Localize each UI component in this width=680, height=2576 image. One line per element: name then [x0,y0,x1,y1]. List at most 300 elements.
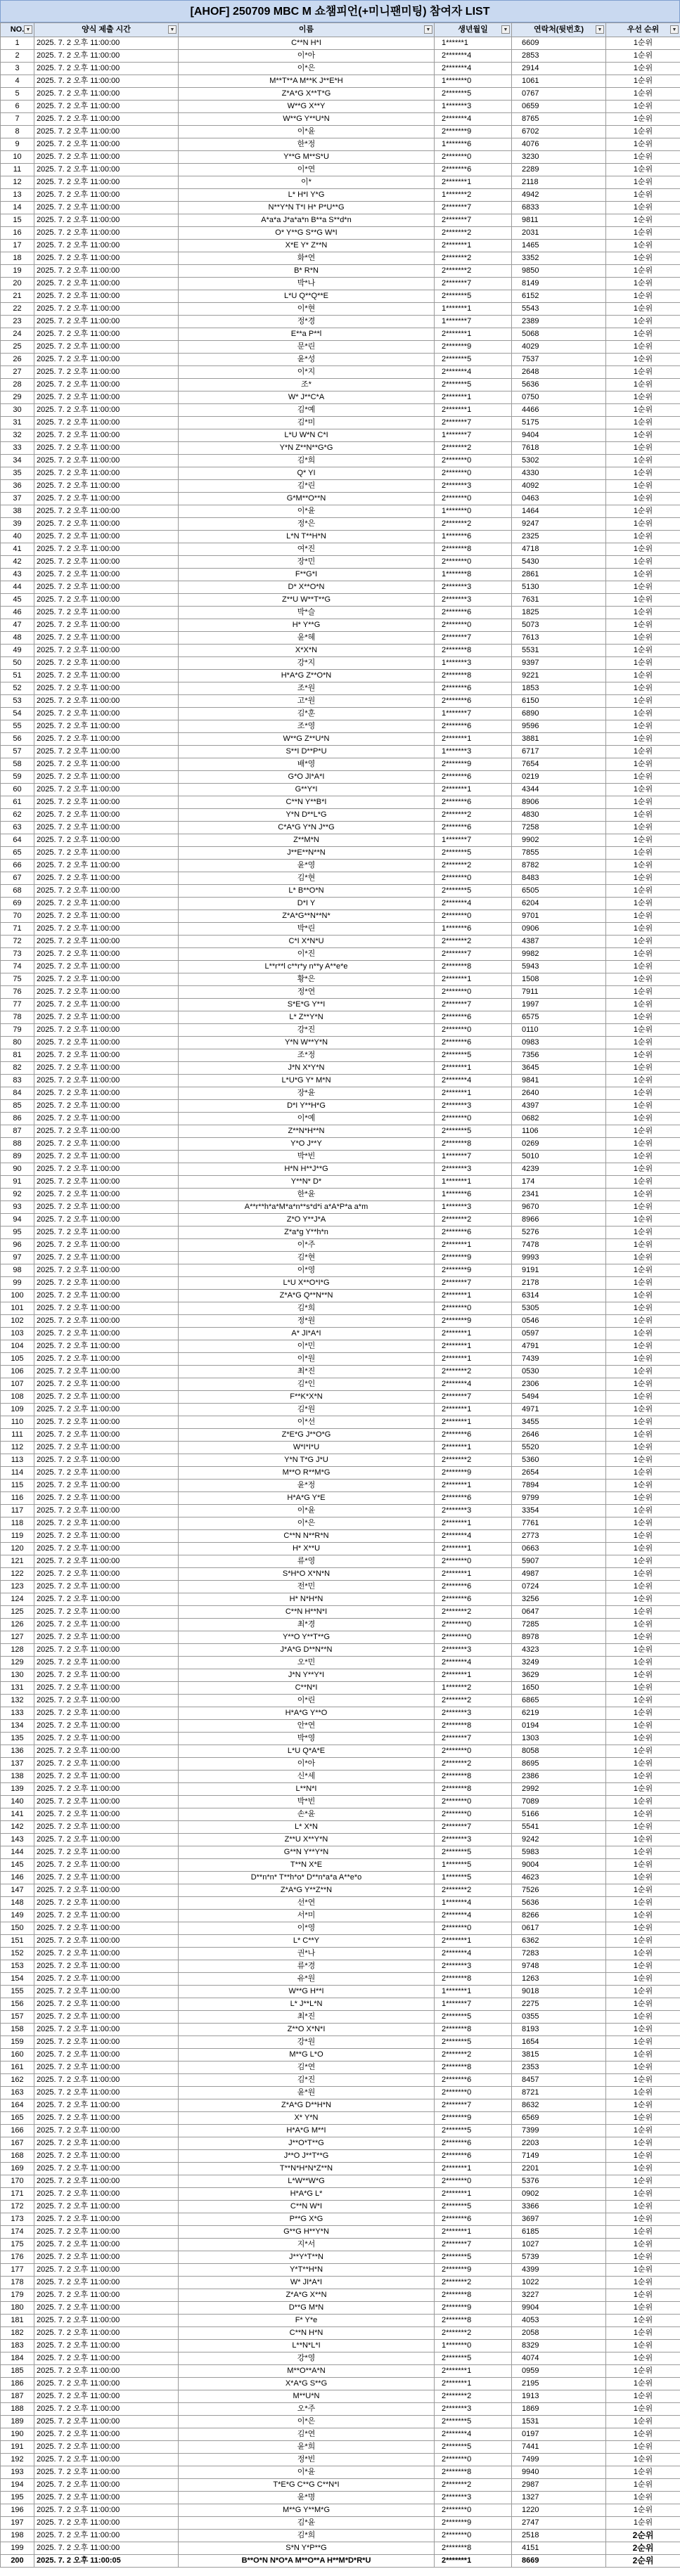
cell-rank[interactable]: 1순위 [606,37,680,50]
cell-phone[interactable]: 9748 [512,1960,606,1973]
cell-no[interactable]: 132 [1,1695,34,1707]
cell-birth[interactable]: 2*******8 [435,961,512,973]
cell-no[interactable]: 194 [1,2479,34,2492]
cell-phone[interactable]: 9799 [512,1492,606,1505]
cell-name[interactable]: H*A*G Z**O*N [179,670,435,682]
cell-name[interactable]: 오*민 [179,1657,435,1669]
cell-phone[interactable]: 8329 [512,2340,606,2352]
cell-time[interactable]: 2025. 7. 2 오후 11:00:00 [34,657,179,670]
cell-time[interactable]: 2025. 7. 2 오후 11:00:00 [34,885,179,898]
cell-time[interactable]: 2025. 7. 2 오후 11:00:00 [34,2378,179,2390]
cell-time[interactable]: 2025. 7. 2 오후 11:00:00 [34,164,179,176]
cell-birth[interactable]: 2*******8 [435,543,512,556]
cell-no[interactable]: 2 [1,50,34,63]
cell-time[interactable]: 2025. 7. 2 오후 11:00:00 [34,1986,179,1998]
cell-name[interactable]: 이*예 [179,1113,435,1125]
cell-rank[interactable]: 1순위 [606,1391,680,1404]
cell-time[interactable]: 2025. 7. 2 오후 11:00:00 [34,986,179,999]
cell-no[interactable]: 123 [1,1581,34,1593]
cell-phone[interactable]: 5073 [512,619,606,632]
cell-time[interactable]: 2025. 7. 2 오후 11:00:00 [34,404,179,417]
cell-time[interactable]: 2025. 7. 2 오후 11:00:00 [34,2517,179,2530]
cell-no[interactable]: 43 [1,569,34,581]
cell-name[interactable]: 박*린 [179,923,435,936]
cell-rank[interactable]: 1순위 [606,227,680,240]
cell-birth[interactable]: 1*******6 [435,923,512,936]
cell-birth[interactable]: 2*******5 [435,2036,512,2049]
cell-no[interactable]: 17 [1,240,34,252]
cell-phone[interactable]: 1654 [512,2036,606,2049]
cell-no[interactable]: 120 [1,1543,34,1555]
cell-no[interactable]: 193 [1,2466,34,2479]
cell-no[interactable]: 26 [1,354,34,366]
cell-no[interactable]: 128 [1,1644,34,1657]
cell-birth[interactable]: 2*******8 [435,1973,512,1986]
cell-phone[interactable]: 3815 [512,2049,606,2062]
cell-time[interactable]: 2025. 7. 2 오후 11:00:00 [34,1138,179,1151]
cell-phone[interactable]: 1650 [512,1682,606,1695]
cell-name[interactable]: 김*미 [179,417,435,429]
cell-rank[interactable]: 1순위 [606,50,680,63]
cell-no[interactable]: 86 [1,1113,34,1125]
cell-time[interactable]: 2025. 7. 2 오후 11:00:00 [34,682,179,695]
cell-birth[interactable]: 2*******6 [435,1011,512,1024]
cell-name[interactable]: 최*진 [179,2011,435,2024]
cell-time[interactable]: 2025. 7. 2 오후 11:00:00 [34,1290,179,1302]
cell-rank[interactable]: 1순위 [606,1416,680,1429]
cell-no[interactable]: 72 [1,936,34,948]
cell-no[interactable]: 79 [1,1024,34,1037]
cell-no[interactable]: 137 [1,1758,34,1771]
cell-rank[interactable]: 1순위 [606,2315,680,2327]
cell-name[interactable]: X* Y*N [179,2112,435,2125]
cell-rank[interactable]: 1순위 [606,720,680,733]
cell-phone[interactable]: 7894 [512,1480,606,1492]
cell-no[interactable]: 50 [1,657,34,670]
cell-no[interactable]: 170 [1,2175,34,2188]
cell-name[interactable]: L* B**O*N [179,885,435,898]
cell-time[interactable]: 2025. 7. 2 오후 11:00:00 [34,2163,179,2175]
cell-name[interactable]: 강*진 [179,1024,435,1037]
cell-no[interactable]: 134 [1,1720,34,1733]
cell-no[interactable]: 188 [1,2403,34,2416]
cell-time[interactable]: 2025. 7. 2 오후 11:00:00 [34,88,179,101]
cell-phone[interactable]: 9904 [512,2302,606,2315]
cell-birth[interactable]: 2*******7 [435,1277,512,1290]
cell-birth[interactable]: 1*******8 [435,569,512,581]
cell-phone[interactable]: 7089 [512,1796,606,1808]
cell-phone[interactable]: 4074 [512,2352,606,2365]
cell-phone[interactable]: 4623 [512,1872,606,1884]
cell-name[interactable]: J**Y*T**N [179,2251,435,2264]
cell-time[interactable]: 2025. 7. 2 오후 11:00:00 [34,1353,179,1366]
cell-birth[interactable]: 2*******1 [435,404,512,417]
cell-no[interactable]: 109 [1,1404,34,1416]
cell-no[interactable]: 64 [1,834,34,847]
cell-name[interactable]: H* Y**G [179,619,435,632]
cell-rank[interactable]: 1순위 [606,1062,680,1075]
cell-rank[interactable]: 1순위 [606,1543,680,1555]
cell-name[interactable]: 신*세 [179,1771,435,1783]
cell-rank[interactable]: 1순위 [606,2074,680,2087]
cell-time[interactable]: 2025. 7. 2 오후 11:00:00 [34,1783,179,1796]
cell-phone[interactable]: 0463 [512,493,606,505]
cell-time[interactable]: 2025. 7. 2 오후 11:00:00 [34,936,179,948]
cell-phone[interactable]: 2773 [512,1530,606,1543]
cell-phone[interactable]: 7618 [512,442,606,455]
filter-dropdown-icon[interactable]: ▼ [501,25,510,34]
cell-time[interactable]: 2025. 7. 2 오후 11:00:00 [34,455,179,467]
cell-no[interactable]: 100 [1,1290,34,1302]
cell-name[interactable]: F**K*X*N [179,1391,435,1404]
cell-no[interactable]: 106 [1,1366,34,1378]
cell-name[interactable]: Z*E*G J**O*G [179,1429,435,1442]
cell-rank[interactable]: 1순위 [606,252,680,265]
cell-phone[interactable]: 4466 [512,404,606,417]
cell-rank[interactable]: 1순위 [606,1151,680,1163]
cell-name[interactable]: S**I D**P*U [179,746,435,758]
cell-time[interactable]: 2025. 7. 2 오후 11:00:00 [34,1669,179,1682]
cell-birth[interactable]: 1*******7 [435,1151,512,1163]
cell-birth[interactable]: 2*******0 [435,151,512,164]
cell-name[interactable]: M**T**A M**K J**E*H [179,75,435,88]
cell-birth[interactable]: 2*******3 [435,581,512,594]
cell-rank[interactable]: 1순위 [606,1505,680,1517]
cell-no[interactable]: 48 [1,632,34,645]
cell-phone[interactable]: 8457 [512,2074,606,2087]
cell-phone[interactable]: 8695 [512,1758,606,1771]
cell-phone[interactable]: 0959 [512,2365,606,2378]
cell-time[interactable]: 2025. 7. 2 오후 11:00:00 [34,2112,179,2125]
cell-birth[interactable]: 2*******0 [435,2530,512,2542]
cell-time[interactable]: 2025. 7. 2 오후 11:00:00 [34,2150,179,2163]
cell-phone[interactable]: 6833 [512,202,606,214]
cell-rank[interactable]: 1순위 [606,1973,680,1986]
cell-birth[interactable]: 2*******7 [435,214,512,227]
cell-phone[interactable]: 1531 [512,2416,606,2428]
cell-birth[interactable]: 1*******7 [435,1998,512,2011]
cell-name[interactable]: 김*연 [179,2428,435,2441]
cell-rank[interactable]: 1순위 [606,1277,680,1290]
cell-no[interactable]: 169 [1,2163,34,2175]
cell-birth[interactable]: 2*******2 [435,2479,512,2492]
cell-time[interactable]: 2025. 7. 2 오후 11:00:00 [34,2264,179,2277]
cell-birth[interactable]: 2*******8 [435,645,512,657]
cell-no[interactable]: 151 [1,1935,34,1948]
cell-phone[interactable]: 6609 [512,37,606,50]
cell-rank[interactable]: 1순위 [606,341,680,354]
cell-rank[interactable]: 1순위 [606,1214,680,1226]
cell-birth[interactable]: 2*******6 [435,1226,512,1239]
cell-time[interactable]: 2025. 7. 2 오후 11:00:00 [34,1492,179,1505]
cell-phone[interactable]: 8782 [512,860,606,872]
cell-phone[interactable]: 1465 [512,240,606,252]
cell-name[interactable]: L**r**l c**r*y n**y A**e*e [179,961,435,973]
cell-birth[interactable]: 1*******1 [435,1176,512,1189]
cell-rank[interactable]: 1순위 [606,354,680,366]
cell-no[interactable]: 159 [1,2036,34,2049]
cell-time[interactable]: 2025. 7. 2 오후 11:00:00 [34,1189,179,1201]
cell-phone[interactable]: 2203 [512,2137,606,2150]
cell-phone[interactable]: 2195 [512,2378,606,2390]
cell-birth[interactable]: 2*******2 [435,1366,512,1378]
cell-rank[interactable]: 1순위 [606,1644,680,1657]
cell-time[interactable]: 2025. 7. 2 오후 11:00:00 [34,1163,179,1176]
cell-phone[interactable]: 9993 [512,1252,606,1264]
cell-no[interactable]: 107 [1,1378,34,1391]
cell-name[interactable]: Z*A*G Q**N**N [179,1290,435,1302]
cell-name[interactable]: Y**N* D* [179,1176,435,1189]
cell-rank[interactable]: 1순위 [606,366,680,379]
cell-phone[interactable]: 4344 [512,784,606,796]
cell-name[interactable]: L* J**L*N [179,1998,435,2011]
cell-birth[interactable]: 2*******1 [435,1087,512,1100]
cell-rank[interactable]: 1순위 [606,1771,680,1783]
cell-time[interactable]: 2025. 7. 2 오후 11:00:00 [34,176,179,189]
cell-time[interactable]: 2025. 7. 2 오후 11:00:00 [34,1226,179,1239]
cell-rank[interactable]: 1순위 [606,1998,680,2011]
cell-no[interactable]: 187 [1,2390,34,2403]
cell-time[interactable]: 2025. 7. 2 오후 11:00:00 [34,138,179,151]
cell-rank[interactable]: 1순위 [606,2492,680,2504]
cell-time[interactable]: 2025. 7. 2 오후 11:00:00 [34,189,179,202]
cell-no[interactable]: 6 [1,101,34,113]
cell-birth[interactable]: 2*******0 [435,467,512,480]
cell-name[interactable]: H* X**U [179,1543,435,1555]
cell-birth[interactable]: 2*******1 [435,328,512,341]
cell-no[interactable]: 142 [1,1821,34,1834]
cell-time[interactable]: 2025. 7. 2 오후 11:00:00 [34,316,179,328]
cell-time[interactable]: 2025. 7. 2 오후 11:00:00 [34,619,179,632]
cell-no[interactable]: 85 [1,1100,34,1113]
cell-birth[interactable]: 2*******0 [435,910,512,923]
cell-birth[interactable]: 2*******0 [435,1619,512,1631]
cell-birth[interactable]: 2*******4 [435,113,512,126]
cell-birth[interactable]: 2*******2 [435,1758,512,1771]
cell-no[interactable]: 3 [1,63,34,75]
filter-dropdown-icon[interactable]: ▼ [670,25,679,34]
cell-name[interactable]: 김*진 [179,2074,435,2087]
cell-time[interactable]: 2025. 7. 2 오후 11:00:00 [34,2099,179,2112]
cell-time[interactable]: 2025. 7. 2 오후 11:00:00 [34,442,179,455]
cell-no[interactable]: 91 [1,1176,34,1189]
cell-time[interactable]: 2025. 7. 2 오후 11:00:00 [34,1011,179,1024]
cell-no[interactable]: 108 [1,1391,34,1404]
cell-time[interactable]: 2025. 7. 2 오후 11:00:05 [34,2555,179,2568]
cell-time[interactable]: 2025. 7. 2 오후 11:00:00 [34,1657,179,1669]
cell-no[interactable]: 156 [1,1998,34,2011]
cell-birth[interactable]: 2*******5 [435,847,512,860]
cell-phone[interactable]: 4053 [512,2315,606,2327]
cell-no[interactable]: 175 [1,2239,34,2251]
cell-time[interactable]: 2025. 7. 2 오후 11:00:00 [34,2201,179,2213]
cell-name[interactable]: 이*원 [179,1353,435,1366]
cell-birth[interactable]: 2*******3 [435,480,512,493]
cell-rank[interactable]: 2순위 [606,2542,680,2555]
cell-phone[interactable]: 5983 [512,1846,606,1859]
cell-rank[interactable]: 1순위 [606,75,680,88]
cell-rank[interactable]: 1순위 [606,2213,680,2226]
cell-name[interactable]: 조*원 [179,682,435,695]
cell-no[interactable]: 37 [1,493,34,505]
cell-name[interactable]: 선*연 [179,1897,435,1910]
cell-name[interactable]: 박*나 [179,278,435,290]
cell-birth[interactable]: 2*******1 [435,2226,512,2239]
cell-rank[interactable]: 1순위 [606,1733,680,1745]
cell-phone[interactable]: 4029 [512,341,606,354]
cell-phone[interactable]: 6362 [512,1935,606,1948]
cell-name[interactable]: J*N X*Y*N [179,1062,435,1075]
cell-birth[interactable]: 1*******7 [435,316,512,328]
cell-phone[interactable]: 9247 [512,518,606,531]
cell-name[interactable]: 김*예 [179,404,435,417]
cell-time[interactable]: 2025. 7. 2 오후 11:00:00 [34,113,179,126]
cell-rank[interactable]: 1순위 [606,898,680,910]
cell-no[interactable]: 200 [1,2555,34,2568]
cell-rank[interactable]: 1순위 [606,1480,680,1492]
cell-time[interactable]: 2025. 7. 2 오후 11:00:00 [34,1998,179,2011]
cell-phone[interactable]: 0659 [512,101,606,113]
cell-name[interactable]: C**N H*N [179,2327,435,2340]
cell-rank[interactable]: 1순위 [606,1049,680,1062]
cell-name[interactable]: W* J**C*A [179,391,435,404]
cell-phone[interactable]: 4323 [512,1644,606,1657]
cell-phone[interactable]: 4971 [512,1404,606,1416]
cell-birth[interactable]: 2*******6 [435,720,512,733]
cell-time[interactable]: 2025. 7. 2 오후 11:00:00 [34,632,179,645]
cell-phone[interactable]: 2306 [512,1378,606,1391]
cell-phone[interactable]: 3249 [512,1657,606,1669]
cell-phone[interactable]: 7855 [512,847,606,860]
cell-birth[interactable]: 2*******2 [435,936,512,948]
cell-time[interactable]: 2025. 7. 2 오후 11:00:00 [34,2390,179,2403]
cell-name[interactable]: J*N Y**Y*I [179,1669,435,1682]
cell-name[interactable]: 이*민 [179,1340,435,1353]
cell-no[interactable]: 139 [1,1783,34,1796]
cell-rank[interactable]: 1순위 [606,303,680,316]
cell-phone[interactable]: 2353 [512,2062,606,2074]
cell-rank[interactable]: 1순위 [606,936,680,948]
cell-no[interactable]: 179 [1,2289,34,2302]
cell-rank[interactable]: 1순위 [606,1606,680,1619]
cell-birth[interactable]: 1*******3 [435,746,512,758]
cell-time[interactable]: 2025. 7. 2 오후 11:00:00 [34,569,179,581]
cell-birth[interactable]: 2*******0 [435,1631,512,1644]
cell-rank[interactable]: 1순위 [606,2188,680,2201]
cell-rank[interactable]: 1순위 [606,1846,680,1859]
cell-birth[interactable]: 2*******1 [435,1517,512,1530]
cell-time[interactable]: 2025. 7. 2 오후 11:00:00 [34,467,179,480]
cell-phone[interactable]: 7258 [512,822,606,834]
cell-phone[interactable]: 1508 [512,973,606,986]
cell-rank[interactable]: 1순위 [606,910,680,923]
cell-rank[interactable]: 1순위 [606,1113,680,1125]
cell-name[interactable]: D**G M*N [179,2302,435,2315]
cell-phone[interactable]: 3354 [512,1505,606,1517]
cell-time[interactable]: 2025. 7. 2 오후 11:00:00 [34,1024,179,1037]
cell-phone[interactable]: 9902 [512,834,606,847]
cell-phone[interactable]: 2646 [512,1429,606,1442]
cell-no[interactable]: 168 [1,2150,34,2163]
cell-rank[interactable]: 1순위 [606,2378,680,2390]
cell-birth[interactable]: 2*******1 [435,176,512,189]
cell-birth[interactable]: 2*******0 [435,986,512,999]
cell-time[interactable]: 2025. 7. 2 오후 11:00:00 [34,1884,179,1897]
cell-rank[interactable]: 1순위 [606,1593,680,1606]
cell-no[interactable]: 41 [1,543,34,556]
cell-birth[interactable]: 2*******8 [435,1138,512,1151]
cell-phone[interactable]: 7537 [512,354,606,366]
cell-name[interactable]: G**G H**Y*N [179,2226,435,2239]
cell-time[interactable]: 2025. 7. 2 오후 11:00:00 [34,1467,179,1480]
cell-phone[interactable]: 0682 [512,1113,606,1125]
cell-birth[interactable]: 2*******5 [435,885,512,898]
cell-time[interactable]: 2025. 7. 2 오후 11:00:00 [34,746,179,758]
cell-birth[interactable]: 2*******2 [435,1454,512,1467]
cell-no[interactable]: 87 [1,1125,34,1138]
cell-time[interactable]: 2025. 7. 2 오후 11:00:00 [34,2024,179,2036]
cell-phone[interactable]: 1022 [512,2277,606,2289]
cell-time[interactable]: 2025. 7. 2 오후 11:00:00 [34,2049,179,2062]
cell-time[interactable]: 2025. 7. 2 오후 11:00:00 [34,290,179,303]
cell-birth[interactable]: 2*******6 [435,1037,512,1049]
cell-birth[interactable]: 2*******5 [435,2352,512,2365]
cell-rank[interactable]: 1순위 [606,758,680,771]
cell-time[interactable]: 2025. 7. 2 오후 11:00:00 [34,1973,179,1986]
cell-time[interactable]: 2025. 7. 2 오후 11:00:00 [34,581,179,594]
cell-no[interactable]: 116 [1,1492,34,1505]
cell-rank[interactable]: 1순위 [606,2036,680,2049]
cell-name[interactable]: 장*민 [179,556,435,569]
cell-phone[interactable]: 8149 [512,278,606,290]
cell-phone[interactable]: 4399 [512,2264,606,2277]
cell-no[interactable]: 18 [1,252,34,265]
cell-no[interactable]: 63 [1,822,34,834]
cell-rank[interactable]: 2순위 [606,2530,680,2542]
cell-rank[interactable]: 1순위 [606,1366,680,1378]
cell-time[interactable]: 2025. 7. 2 오후 11:00:00 [34,1505,179,1517]
cell-no[interactable]: 103 [1,1328,34,1340]
cell-no[interactable]: 14 [1,202,34,214]
cell-phone[interactable]: 8483 [512,872,606,885]
cell-no[interactable]: 157 [1,2011,34,2024]
cell-name[interactable]: X*A*G S**G [179,2378,435,2390]
cell-phone[interactable]: 5520 [512,1442,606,1454]
cell-name[interactable]: W**G Y**U*N [179,113,435,126]
cell-no[interactable]: 55 [1,720,34,733]
cell-name[interactable]: 이*영 [179,1922,435,1935]
cell-no[interactable]: 167 [1,2137,34,2150]
cell-no[interactable]: 147 [1,1884,34,1897]
cell-birth[interactable]: 2*******0 [435,1024,512,1037]
cell-birth[interactable]: 2*******9 [435,2517,512,2530]
cell-no[interactable]: 92 [1,1189,34,1201]
cell-birth[interactable]: 2*******1 [435,1239,512,1252]
cell-time[interactable]: 2025. 7. 2 오후 11:00:00 [34,505,179,518]
cell-phone[interactable]: 6219 [512,1707,606,1720]
cell-rank[interactable]: 1순위 [606,1302,680,1315]
filter-dropdown-icon[interactable]: ▼ [24,25,32,34]
cell-no[interactable]: 105 [1,1353,34,1366]
cell-time[interactable]: 2025. 7. 2 오후 11:00:00 [34,645,179,657]
cell-time[interactable]: 2025. 7. 2 오후 11:00:00 [34,1644,179,1657]
cell-time[interactable]: 2025. 7. 2 오후 11:00:00 [34,63,179,75]
cell-rank[interactable]: 1순위 [606,682,680,695]
cell-birth[interactable]: 2*******5 [435,354,512,366]
cell-no[interactable]: 96 [1,1239,34,1252]
cell-no[interactable]: 99 [1,1277,34,1290]
cell-no[interactable]: 88 [1,1138,34,1151]
